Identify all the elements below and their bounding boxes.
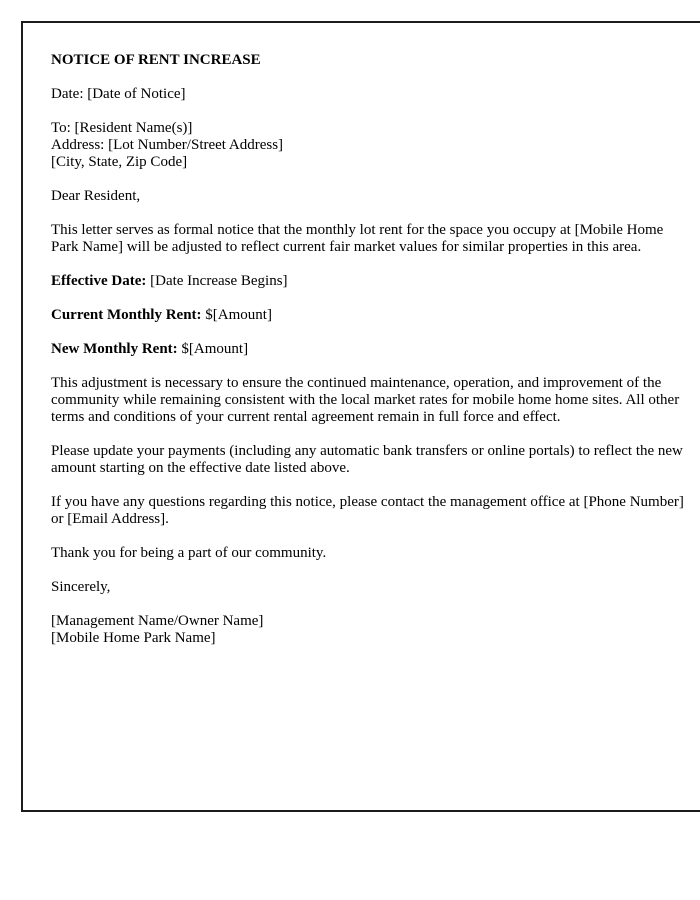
date-line: Date: [Date of Notice] <box>51 86 186 102</box>
contact-paragraph: If you have any questions regarding this notice, please contact the management office at [Phone Number] or [Email Address]. <box>51 494 684 527</box>
signature-block <box>51 613 687 647</box>
letter-page <box>21 21 700 812</box>
new-rent-line <box>51 341 687 358</box>
recipient-address-line: Address: [Lot Number/Street Address] <box>51 137 284 153</box>
current-rent-value: $[Amount] <box>205 307 272 323</box>
signature-park-line: [Mobile Home Park Name] <box>51 630 216 646</box>
recipient-to-line: To: [Resident Name(s)] <box>51 120 193 136</box>
closing: Sincerely, <box>51 579 111 595</box>
effective-date-line <box>51 273 687 290</box>
new-rent-label: New Monthly Rent: <box>51 341 178 357</box>
current-rent-line <box>51 307 687 324</box>
intro-paragraph: This letter serves as formal notice that the monthly lot rent for the space you occupy at [Mobile Home Park Name] will be adjusted to reflect current fair market values for similar properties in this area. <box>51 222 664 255</box>
effective-date-value: [Date Increase Begins] <box>150 273 288 289</box>
letter-title: NOTICE OF RENT INCREASE <box>51 52 261 68</box>
recipient-block <box>51 120 687 171</box>
payment-paragraph: Please update your payments (including any automatic bank transfers or online portals) to reflect the new amount starting on the effective date listed above. <box>51 443 683 476</box>
thanks-line: Thank you for being a part of our community. <box>51 545 327 561</box>
signature-name-line: [Management Name/Owner Name] <box>51 613 264 629</box>
current-rent-label: Current Monthly Rent: <box>51 307 202 323</box>
effective-date-label: Effective Date: <box>51 273 147 289</box>
recipient-city-line: [City, State, Zip Code] <box>51 154 188 170</box>
new-rent-value: $[Amount] <box>181 341 249 357</box>
salutation: Dear Resident, <box>51 188 141 204</box>
adjustment-paragraph: This adjustment is necessary to ensure the continued maintenance, operation, and improvement of the community while remaining consistent with the local market rates for mobile home home sites. All other terms and conditions of your current rental agreement remain in full force and effect. <box>51 375 680 425</box>
